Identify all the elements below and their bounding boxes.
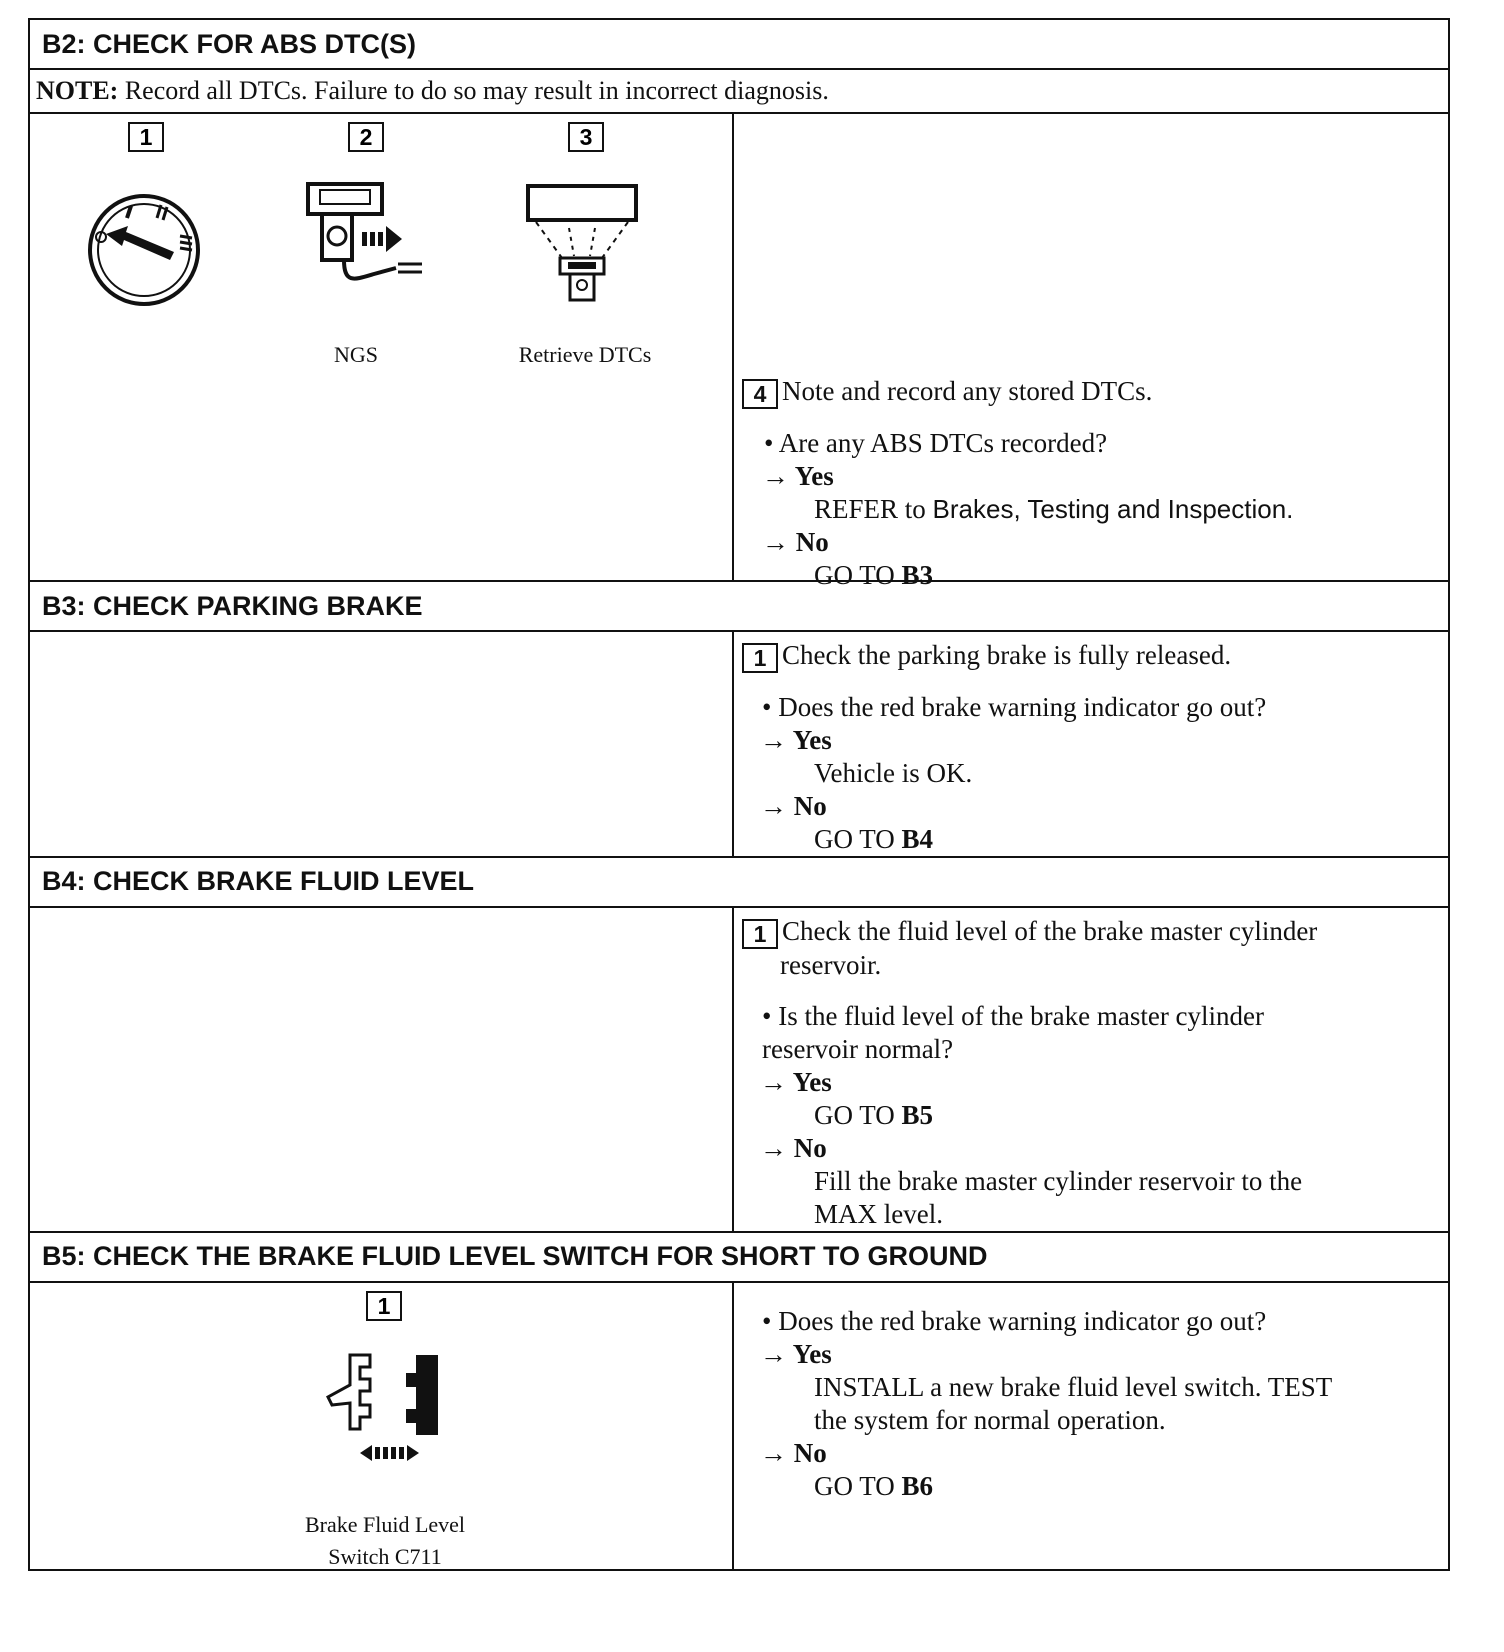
note-text: Record all DTCs. Failure to do so may result in incorrect diagnosis. — [118, 76, 829, 105]
b4-figure-cell — [29, 907, 733, 1232]
b2-step — [742, 376, 1432, 409]
b3-title: B3: CHECK PARKING BRAKE — [42, 590, 423, 621]
b4-question: • Is the fluid level of the brake master cylinder — [762, 1000, 1265, 1031]
b3-yes-label: → Yes — [760, 724, 832, 755]
b5-fig-caption — [270, 1509, 500, 1573]
b4-step-text: Check the fluid level of the brake master cylinder — [782, 915, 1318, 946]
b5-caption-line2: Switch C711 — [328, 1543, 442, 1569]
b3-figure-cell — [29, 631, 733, 857]
b5-title: B5: CHECK THE BRAKE FLUID LEVEL SWITCH FOR SHORT TO GROUND — [42, 1241, 988, 1272]
b4-step-text-cont: reservoir. — [780, 949, 882, 980]
b2-yes-label: → Yes — [762, 460, 834, 491]
b5-yes-label: → Yes — [760, 1338, 832, 1369]
retrieve-dtcs-icon — [524, 182, 644, 312]
b5-yes-action: INSTALL a new brake fluid level switch. TEST — [814, 1371, 1333, 1402]
b3-step — [742, 640, 1440, 673]
b4-no-label: → No — [760, 1132, 827, 1163]
b2-figure-cell — [29, 113, 733, 581]
b4-question-cont: reservoir normal? — [762, 1033, 954, 1064]
diagnostic-procedure-page — [28, 18, 1448, 1571]
b3-step-text: Check the parking brake is fully released. — [782, 640, 1232, 670]
b3-instruction-cell — [733, 631, 1449, 857]
b4-yes-label: → Yes — [760, 1066, 832, 1097]
b4-step-number: 1 — [742, 919, 778, 949]
b4-header — [29, 857, 1449, 907]
b4-no-action-cont: MAX level. — [814, 1198, 943, 1229]
b2-question: • Are any ABS DTCs recorded? — [764, 427, 1108, 458]
b2-step-number: 4 — [742, 379, 778, 409]
b5-question: • Does the red brake warning indicator go out? — [762, 1305, 1267, 1336]
b2-fig2-number: 2 — [348, 122, 384, 152]
b3-question: • Does the red brake warning indicator go out? — [762, 691, 1267, 722]
b4-no-action: Fill the brake master cylinder reservoir to the — [814, 1165, 1303, 1196]
pinpoint-test-table — [28, 18, 1450, 1571]
b5-no-label: → No — [760, 1437, 827, 1468]
ignition-switch-icon — [84, 190, 204, 310]
b3-yes-action: Vehicle is OK. — [814, 757, 973, 788]
b2-fig3-caption: Retrieve DTCs — [518, 342, 652, 367]
b2-title: B2: CHECK FOR ABS DTC(S) — [42, 28, 416, 59]
connector-disconnect-icon — [320, 1351, 460, 1471]
b2-fig1-number: 1 — [128, 122, 164, 152]
b3-no-label: → No — [760, 790, 827, 821]
b2-header — [29, 19, 1449, 69]
b2-note — [29, 69, 1449, 113]
b4-title: B4: CHECK BRAKE FLUID LEVEL — [42, 866, 475, 897]
b4-step — [742, 916, 1440, 949]
b5-no-action: GO TO B6 — [814, 1470, 934, 1501]
b2-instructions — [742, 376, 1432, 592]
b3-step-number: 1 — [742, 643, 778, 673]
b5-caption-line1: Brake Fluid Level — [304, 1511, 466, 1537]
b2-step-text: Note and record any stored DTCs. — [782, 376, 1153, 406]
b5-instruction-cell — [733, 1282, 1449, 1570]
b5-header — [29, 1232, 1449, 1282]
note-label: NOTE: — [36, 76, 119, 105]
b4-instruction-cell — [733, 907, 1449, 1232]
b5-yes-action-cont: the system for normal operation. — [814, 1404, 1166, 1435]
b2-yes-action: REFER to Brakes, Testing and Inspection. — [814, 493, 1294, 524]
b5-figure-cell — [29, 1282, 733, 1570]
b4-yes-action: GO TO B5 — [814, 1099, 934, 1130]
b2-fig2-caption: NGS — [333, 342, 378, 367]
b2-fig3-number: 3 — [568, 122, 604, 152]
b5-fig1-number: 1 — [366, 1291, 402, 1321]
b2-instruction-cell — [733, 113, 1449, 590]
b2-no-action: GO TO B3 — [814, 559, 934, 590]
b3-no-action: GO TO B4 — [814, 823, 934, 854]
b2-no-label: → No — [762, 526, 829, 557]
ngs-tester-icon — [300, 178, 440, 298]
